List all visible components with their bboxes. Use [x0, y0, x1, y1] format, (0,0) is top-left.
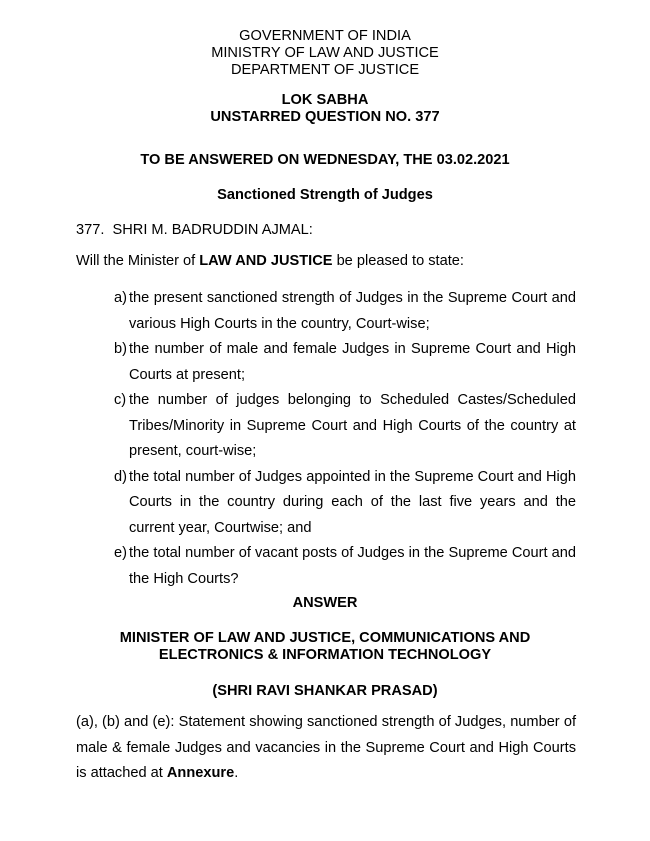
answer-heading: ANSWER	[292, 595, 358, 611]
question-intro	[76, 253, 464, 270]
annexure-reference: Annexure	[166, 765, 235, 781]
question-items	[114, 286, 576, 592]
item-label: e)	[114, 545, 127, 561]
question-item	[114, 465, 576, 542]
item-text: the number of male and female Judges in Supreme Court and High Courts at present;	[129, 341, 576, 383]
item-label: c)	[114, 392, 127, 408]
header-department: DEPARTMENT OF JUSTICE	[230, 62, 420, 78]
minister-title	[0, 630, 650, 664]
question-item	[114, 541, 576, 592]
question-item	[114, 388, 576, 465]
item-text: the total number of Judges appointed in the Supreme Court and High Courts in the country during each of the last five years and the current year, Courtwise; and	[129, 468, 576, 536]
answer-text: (a), (b) and (e): Statement showing sanctioned strength of Judges, number of male & female Judges and vacancies in the Supreme Court and High Courts is attached at	[76, 714, 576, 781]
item-label: a)	[114, 290, 127, 306]
intro-pre: Will the Minister of	[76, 253, 200, 269]
item-text: the total number of vacant posts of Judges in the Supreme Court and the High Courts?	[129, 545, 576, 587]
header-ministry: MINISTRY OF LAW AND JUSTICE	[211, 45, 439, 61]
answer-end: .	[234, 765, 239, 781]
house-name: LOK SABHA	[281, 92, 369, 108]
item-text: the number of judges belonging to Scheduled Castes/Scheduled Tribes/Minority in Supreme Court and High Courts of the country at present, court-wise;	[129, 392, 576, 459]
question-item	[114, 337, 576, 388]
question-heading	[0, 92, 650, 126]
question-subject: Sanctioned Strength of Judges	[217, 187, 433, 203]
question-asker: 377. SHRI M. BADRUDDIN AJMAL:	[76, 222, 313, 238]
item-text: the present sanctioned strength of Judges in the Supreme Court and various High Courts in the country, Court-wise;	[129, 290, 576, 332]
answer-date: TO BE ANSWERED ON WEDNESDAY, THE 03.02.2021	[140, 152, 510, 168]
minister-line-1: MINISTER OF LAW AND JUSTICE, COMMUNICATIONS AND	[119, 630, 531, 646]
item-label: b)	[114, 341, 127, 357]
minister-name: (SHRI RAVI SHANKAR PRASAD)	[212, 683, 438, 699]
item-label: d)	[114, 468, 127, 485]
question-item	[114, 286, 576, 337]
answer-paragraph	[76, 710, 576, 787]
header-government: GOVERNMENT OF INDIA	[239, 28, 411, 44]
intro-ministry: LAW AND JUSTICE	[199, 253, 333, 269]
minister-line-2: ELECTRONICS & INFORMATION TECHNOLOGY	[158, 647, 492, 663]
document-header	[0, 28, 650, 79]
intro-post: be pleased to state:	[332, 253, 464, 269]
question-number: UNSTARRED QUESTION NO. 377	[210, 109, 440, 125]
